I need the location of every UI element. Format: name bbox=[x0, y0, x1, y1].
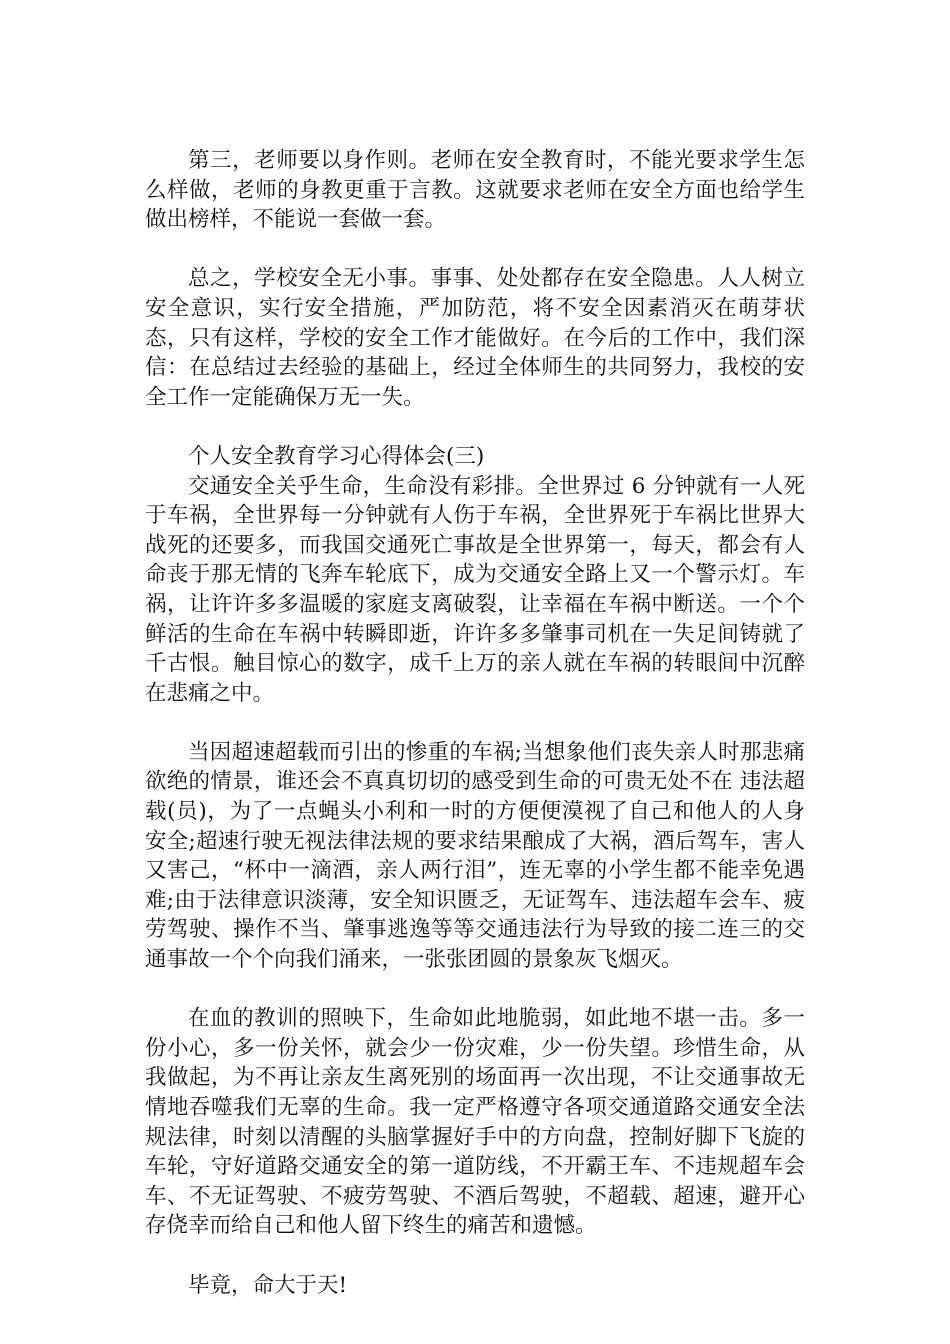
paragraph-closing: 毕竟，命大于天! bbox=[188, 1272, 348, 1298]
paragraph-traffic-violations: 当因超速超载而引出的惨重的车祸;当想象他们丧失亲人时那悲痛欲绝的情景，谁还会不真真切切的感受到生命的可贵无处不在 违法超载(员)，为了一点蝇头小利和一时的方便便漠视了自己和他人的人身安全;超速行驶无视法律法规的要求结果酿成了大祸，酒后驾车，害人又害己，“杯中一滴酒，亲人两行泪”，连无辜的小学生都不能幸免遇难;由于法律意识淡薄，安全知识匮乏，无证驾车、违法超车会车、疲劳驾驶、操作不当、肇事逃逸等等交通违法行为导致的接二连三的交通事故一个个向我们涌来，一张张团圆的景象灰飞烟灭。 bbox=[145, 739, 805, 973]
section-title: 个人安全教育学习心得体会(三) bbox=[188, 443, 485, 469]
paragraph-traffic-safety-intro: 交通安全关乎生命，生命没有彩排。全世界过 6 分钟就有一人死于车祸，全世界每一分钟就有人伤于车祸，全世界死于车祸比世界大战死的还要多，而我国交通死亡事故是全世界第一，每天，都会有人命丧于那无情的飞奔车轮底下，成为交通安全路上又一个警示灯。车祸，让许许多多温暖的家庭支离破裂，让幸福在车祸中断送。一个个鲜活的生命在车祸中转瞬即逝，许许多多肇事司机在一失足间铸就了千古恨。触目惊心的数字，成千上万的亲人就在车祸的转眼间中沉醉在悲痛之中。 bbox=[145, 473, 805, 706]
paragraph-cherish-life: 在血的教训的照映下，生命如此地脆弱，如此地不堪一击。多一份小心，多一份关怀，就会少一份灾难，少一份失望。珍惜生命，从我做起，为不再让亲友生离死别的场面再一次出现，不让交通事故无情地吞噬我们无辜的生命。我一定严格遵守各项交通道路交通安全法规法律，时刻以清醒的头脑掌握好手中的方向盘，控制好脚下飞旋的车轮，守好道路交通安全的第一道防线，不开霸王车、不违规超车会车、不无证驾驶、不疲劳驾驶、不酒后驾驶，不超载、超速，避开心存侥幸而给自己和他人留下终生的痛苦和遗憾。 bbox=[145, 1006, 805, 1239]
paragraph-teacher-example: 第三，老师要以身作则。老师在安全教育时，不能光要求学生怎么样做，老师的身教更重于言教。这就要求老师在安全方面也给学生做出榜样，不能说一套做一套。 bbox=[145, 148, 805, 233]
document-body bbox=[145, 146, 805, 1300]
paragraph-school-safety-summary: 总之，学校安全无小事。事事、处处都存在安全隐患。人人树立安全意识，实行安全措施，严加防范，将不安全因素消灭在萌芽状态，只有这样，学校的安全工作才能做好。在今后的工作中，我们深信：在总结过去经验的基础上，经过全体师生的共同努力，我校的安全工作一定能确保万无一失。 bbox=[145, 266, 805, 410]
